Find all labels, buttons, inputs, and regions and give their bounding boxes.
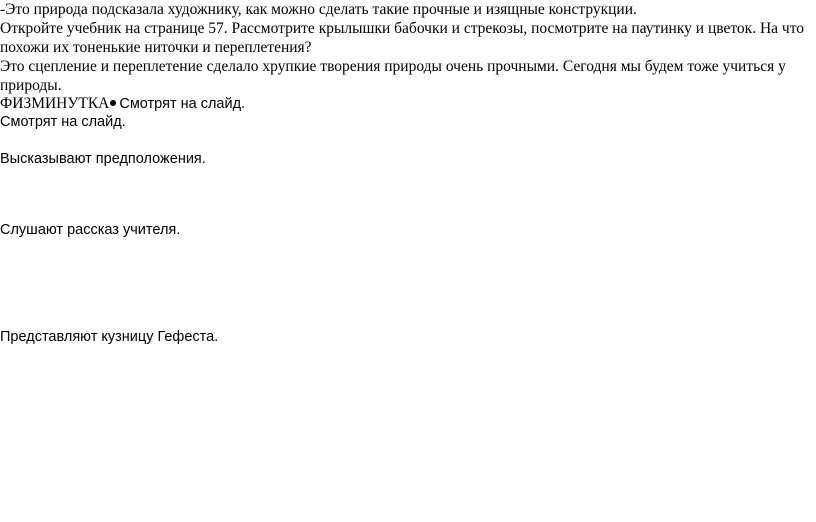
response-listen: Слушают рассказ учителя. — [0, 222, 181, 238]
fizminutka-line — [0, 94, 245, 113]
conclusion-paragraph: Это сцепление и переплетение сделало хрупкие творения природы очень прочными. Сегодня мы будем тоже учиться у природы. — [0, 58, 786, 94]
bullet-text: Смотрят на слайд. — [119, 96, 246, 112]
intro-line: -Это природа подсказала художнику, как можно сделать такие прочные и изящные конструкции. — [0, 1, 637, 18]
textbook-paragraph: Откройте учебник на странице 57. Рассмотрите крылышки бабочки и стрекозы, посмотрите на паутинку и цветок. На что похожи их тоненькие ниточки и переплетения? — [0, 20, 805, 56]
response-look-slide: Смотрят на слайд. — [0, 114, 126, 130]
bullet-icon — [110, 100, 116, 106]
response-forge: Представляют кузницу Гефеста. — [0, 329, 219, 345]
response-hypotheses: Высказывают предположения. — [0, 151, 206, 167]
fizminutka-label: ФИЗМИНУТКА — [0, 95, 110, 112]
